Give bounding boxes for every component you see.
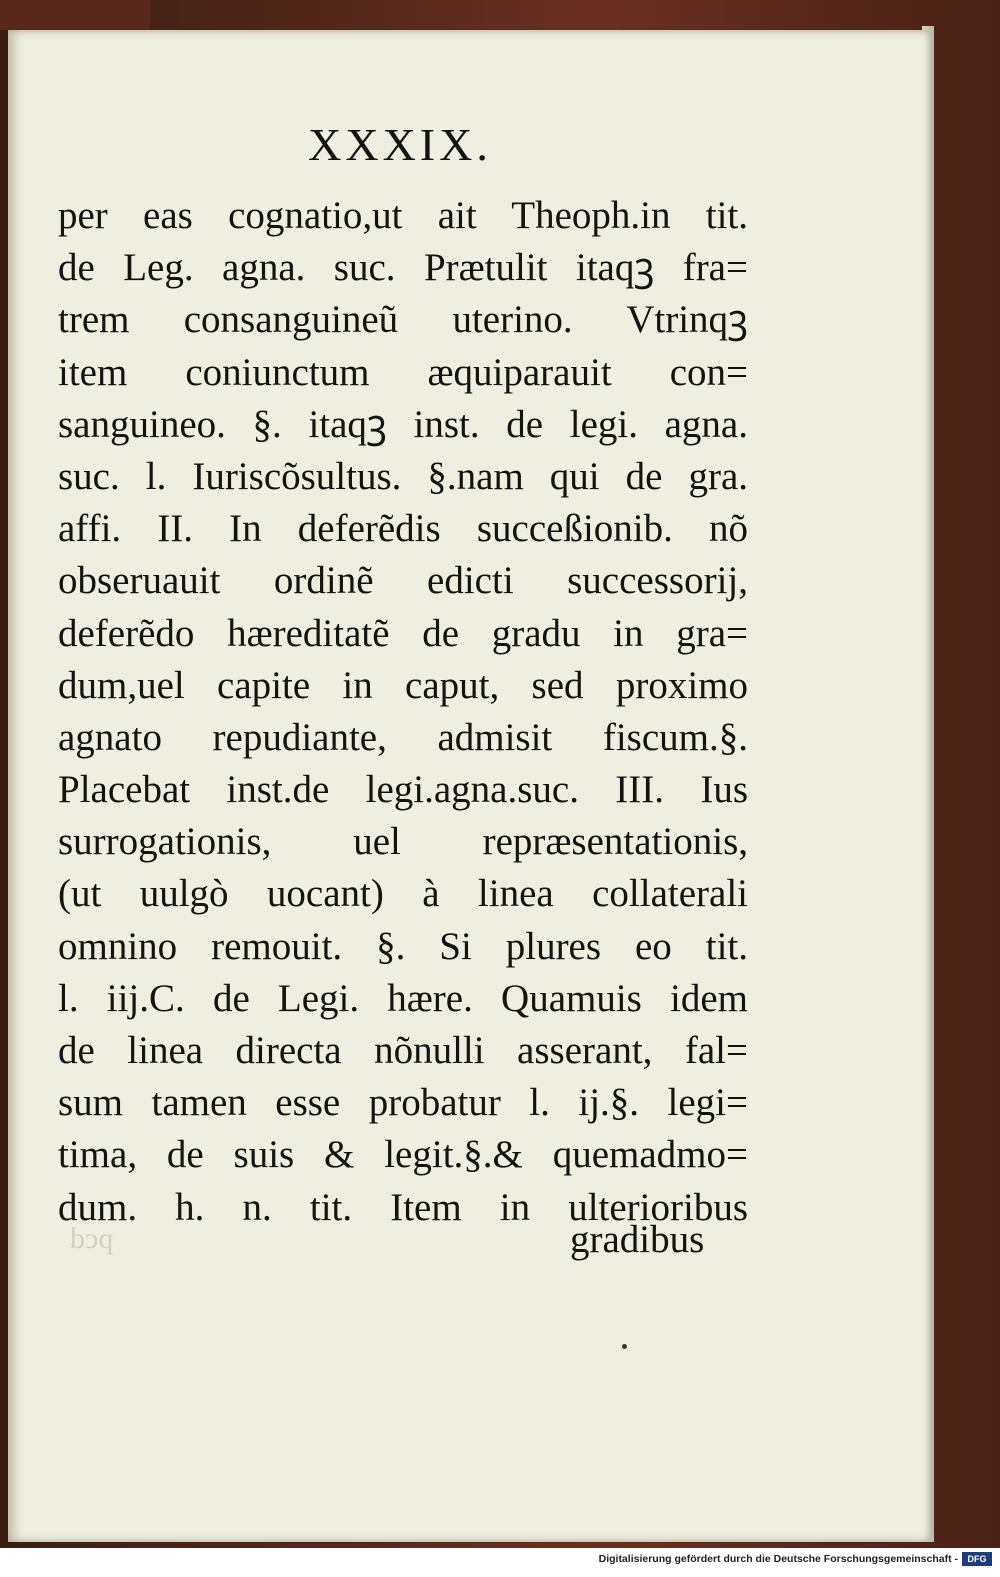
text-line: tima, de suis & legit.§.& quemadmo= [58, 1133, 748, 1177]
folio-number: XXXIX. [308, 119, 492, 170]
footer-credit: Digitalisierung gefördert durch die Deutsche Forschungsgemeinschaft - [598, 1553, 958, 1565]
text-line: agnato repudiante, admisit fiscum.§. [58, 715, 748, 759]
text-line: obseruauit ordinẽ edicti successorij, [58, 559, 748, 603]
text-line: Placebat inst.de legi.agna.suc. III. Ius [58, 768, 748, 812]
dfg-logo: DFG [962, 1552, 992, 1566]
text-line: omnino remouit. §. Si plures eo tit. [58, 924, 748, 968]
text-line: deferẽdo hæreditatẽ de gradu in gra= [58, 611, 748, 655]
ink-speck [622, 1344, 627, 1349]
text-line: item coniunctum æquiparauit con= [58, 350, 748, 394]
text-line: surrogationis, uel repræsentationis, [58, 820, 748, 864]
text-line: dum,uel capite in caput, sed proximo [58, 663, 748, 707]
text-line: dum. h. n. tit. Item in ulterioribus [58, 1185, 748, 1229]
text-line: suc. l. Iuriscõsultus. §.nam qui de gra. [58, 454, 748, 498]
text-line: de Leg. agna. suc. Prætulit itaqꝫ fra= [58, 246, 748, 290]
text-line: sum tamen esse probatur l. ij.§. legi= [58, 1081, 748, 1125]
text-line: affi. II. In deferẽdis succeßionib. nõ [58, 507, 748, 551]
text-line: (ut uulgò uocant) à linea collaterali [58, 872, 748, 916]
text-line: trem consanguineũ uterino. Vtrinqꝫ [58, 298, 748, 342]
text-block [58, 190, 748, 1234]
text-line: per eas cognatio,ut ait Theoph.in tit. [58, 194, 748, 237]
binding-corner [0, 0, 150, 30]
text-line: de linea directa nõnulli asserant, fal= [58, 1029, 748, 1072]
text-line: l. iij.C. de Legi. hære. Quamuis idem [58, 976, 748, 1020]
show-through-text: pcd [70, 1222, 114, 1255]
catchword: gradibus [570, 1218, 705, 1261]
text-line: sanguineo. §. itaqꝫ inst. de legi. agna. [58, 402, 748, 446]
